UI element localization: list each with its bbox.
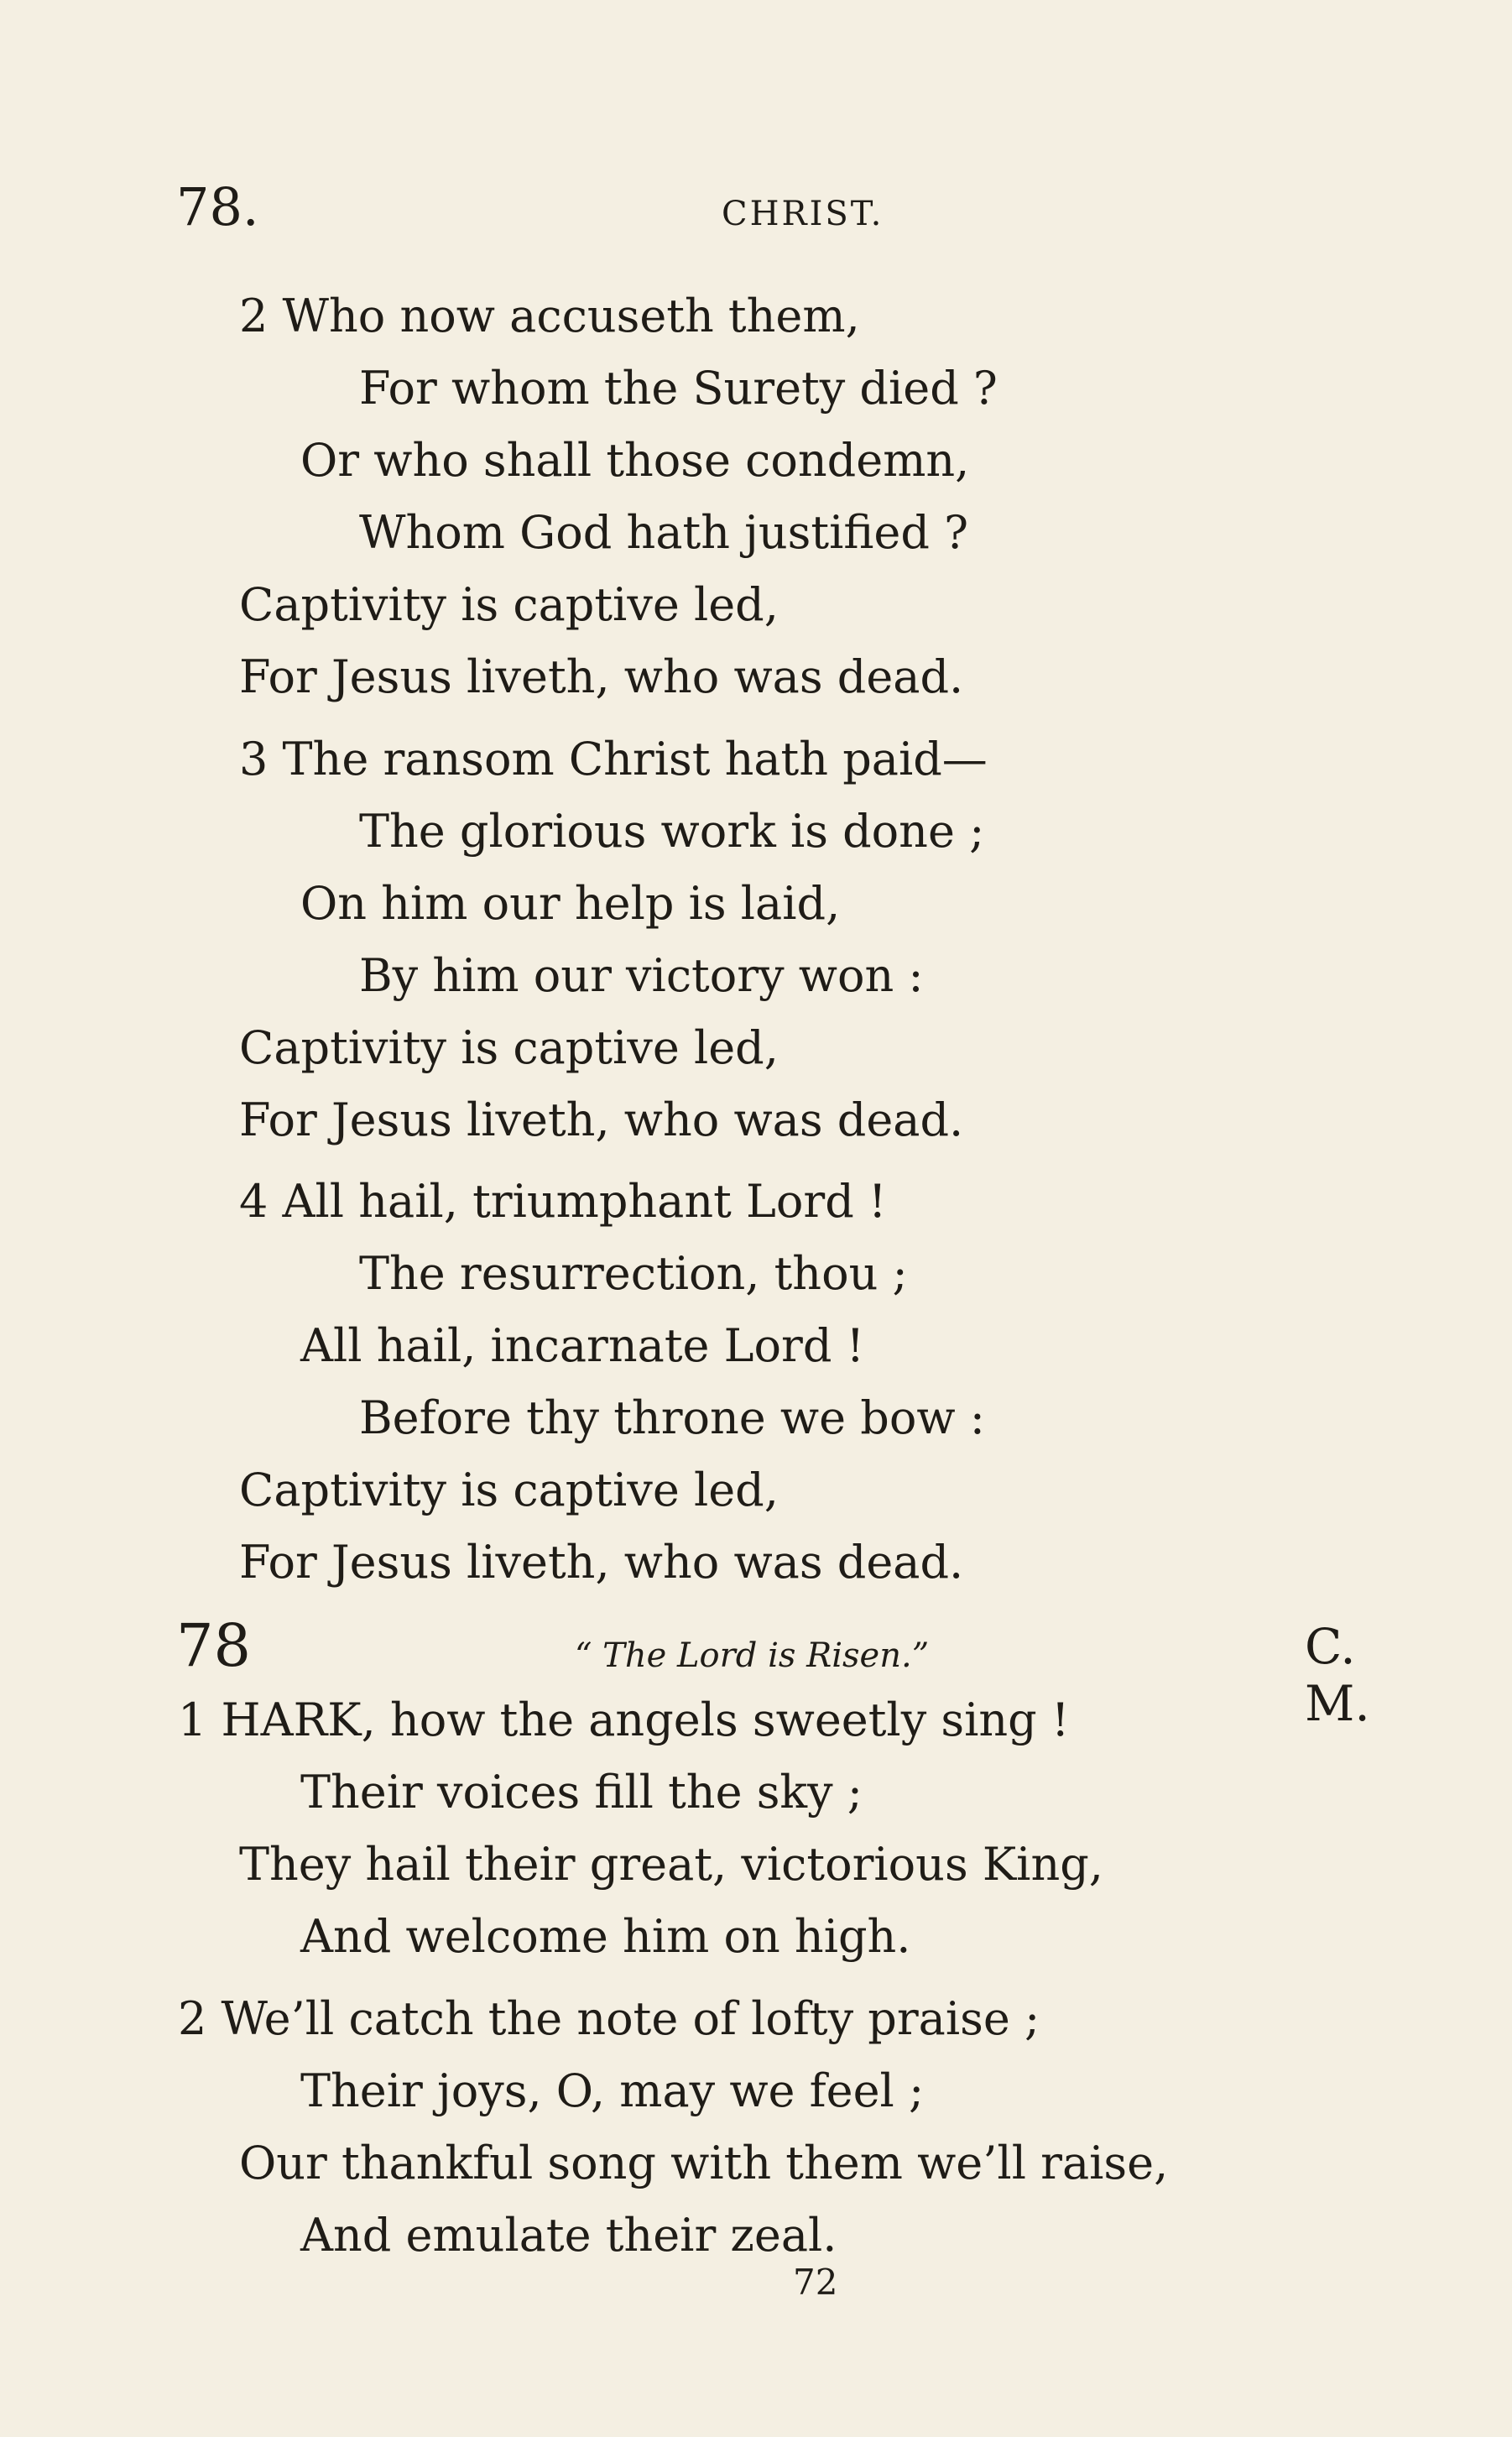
verse-line: Captivity is captive led, — [239, 1464, 779, 1516]
verse-line: 4 All hail, triumphant Lord ! — [239, 1175, 887, 1228]
verse-line: 2 Who now accuseth them, — [239, 290, 860, 342]
verse-first-line-rest: how the angels sweetly sing ! — [375, 1693, 1070, 1746]
verse-line: All hail, incarnate Lord ! — [300, 1319, 865, 1372]
verse-first-word: HARK, — [221, 1693, 376, 1746]
verse-line: Our thankful song with them we’ll raise, — [239, 2137, 1169, 2189]
verse-line: Whom God hath justified ? — [359, 506, 969, 559]
verse-number: 1 — [178, 1693, 207, 1746]
verse-first-line — [178, 1992, 1040, 2045]
verse-line: Their joys, O, may we feel ; — [300, 2064, 925, 2117]
verse-line: For whom the Surety died ? — [359, 362, 998, 415]
verse-first-line-text: We’ll catch the note of lofty praise ; — [221, 1992, 1040, 2045]
verse-line: For Jesus liveth, who was dead. — [239, 1536, 964, 1589]
verse-line: Captivity is captive led, — [239, 1021, 779, 1074]
verse-line: For Jesus liveth, who was dead. — [239, 650, 964, 703]
page-header — [176, 176, 1435, 243]
hymn-title: “ The Lord is Risen.” — [575, 1636, 930, 1675]
running-hymn-number: 78. — [176, 176, 259, 237]
verse-line: On him our help is laid, — [300, 877, 841, 930]
verse-line: 3 The ransom Christ hath paid— — [239, 733, 988, 785]
verse-line: Before thy throne we bow : — [359, 1391, 985, 1444]
verse-line: By him our victory won : — [359, 949, 924, 1002]
hymn-number: 78 — [176, 1611, 252, 1680]
verse-line: For Jesus liveth, who was dead. — [239, 1093, 964, 1146]
verse-first-line — [178, 1693, 1070, 1746]
verse-line: They hail their great, victorious King, — [239, 1838, 1103, 1891]
section-title: CHRIST. — [722, 195, 884, 233]
verse-line: The resurrection, thou ; — [359, 1247, 908, 1300]
verse-line: Or who shall those condemn, — [300, 434, 970, 487]
hymn-meter: C. M. — [1305, 1618, 1370, 1732]
verse-line: The glorious work is done ; — [359, 805, 985, 858]
verse-line: And welcome him on high. — [300, 1910, 911, 1963]
verse-line: Captivity is captive led, — [239, 578, 779, 631]
page-number: 72 — [793, 2262, 838, 2303]
verse-line: And emulate their zeal. — [300, 2209, 837, 2262]
verse-line: Their voices fill the sky ; — [300, 1766, 863, 1819]
verse-number: 2 — [178, 1992, 207, 2045]
